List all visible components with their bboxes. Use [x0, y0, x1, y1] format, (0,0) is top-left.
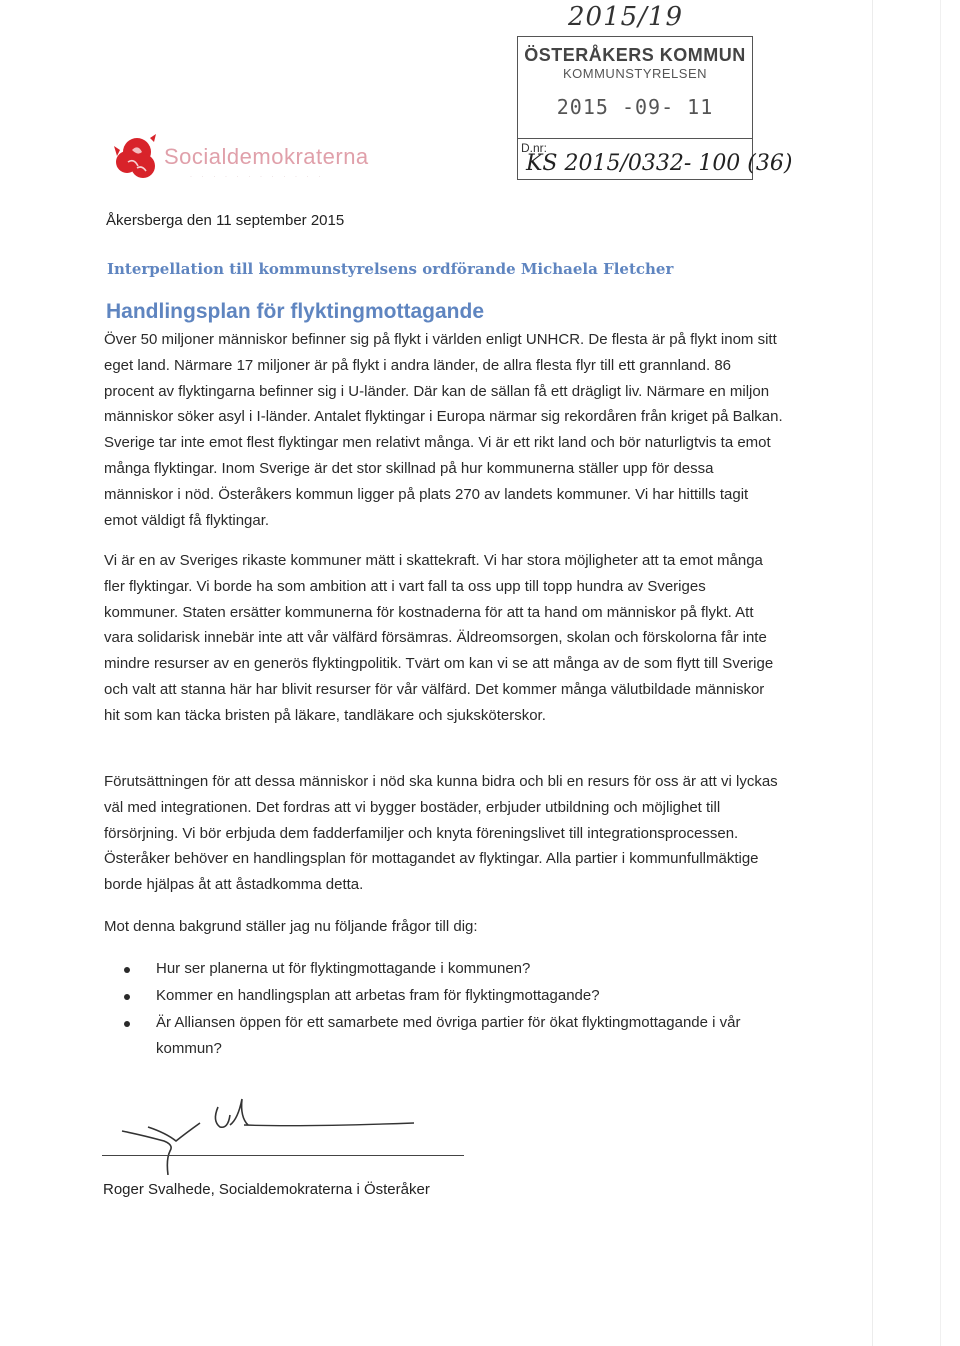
page-edge-line: [872, 0, 873, 1346]
document-heading: Handlingsplan för flyktingmottagande: [106, 300, 485, 323]
paragraph: Vi är en av Sveriges rikaste kommuner mätt i skattekraft. Vi har stora möjligheter att ta emot många fler flyktingar. Vi borde ha som ambition att i vart fall ta oss upp till topp hundra av Sveriges kommuner. Staten ersätter kommunerna för kostnaderna för att ta hand om människor på flykt. Att vara solidarisk innebär inte att vår välfärd försämras. Äldreomsorgen, skolan och förskolorna får inte mindre resurser av en generös flyktingpolitik. Tvärt om kan vi se att många av de som flytt till Sverige och valt att stanna här har blivit resurser för vår välfärd. Det kommer många välutbildade människor hit som kan täcka bristen på läkare, tandläkare och sjuksköterskor.: [104, 552, 774, 724]
list-item: Hur ser planerna ut för flyktingmottagande i kommunen?: [124, 956, 784, 982]
handwritten-registry-number: 2015/19: [568, 2, 684, 32]
list-item: Är Alliansen öppen för ett samarbete med övriga partier för ökat flyktingmottagande i vår kommun?: [124, 1010, 784, 1062]
paragraph: Förutsättningen för att dessa människor i nöd ska kunna bidra och bli en resurs för oss är att vi lyckas väl med integrationen. Det fordras att vi bygger bostäder, erbjuder utbildning och möjlighet till försörjning. Vi bör erbjuda dem fadderfamiljer och knyta föreningslivet till integrationsprocessen. Österåker behöver en handlingsplan för mottagandet av flyktingar. Alla partier i kommunfullmäktige borde hjälpas åt att åstadkomma detta.: [104, 773, 778, 894]
list-item: Kommer en handlingsplan att arbetas fram för flyktingmottagande?: [124, 983, 784, 1009]
stamp-dnr-label: D.nr:: [521, 141, 548, 155]
paragraph: Över 50 miljoner människor befinner sig på flykt i världen enligt UNHCR. De flesta är på flykt inom sitt eget land. Närmare 17 miljoner är på flykt i andra länder, de allra flesta flyr till ett grannland. 86 procent av flyktingarna befinner sig i U-länder. Där kan de sällan få ett drägligt liv. Närmare en miljon människor söker asyl i I-länder. Antalet flyktingar i Europa närmar sig rekordåren från kriget på Balkan. Sverige tar inte emot flest flyktingar men relativt många. Vi är ett rikt land och bör naturligtvis ta emot många flyktingar. Inom Sverige är det stor skillnad på hur kommunerna ställer upp för dessa människor i nöd. Österåkers kommun ligger på plats 270 av landets kommuner. Vi har hittills tagit emot väldigt få flyktingar.: [104, 331, 783, 529]
stamp-municipality: ÖSTERÅKERS KOMMUN: [524, 45, 746, 65]
page-edge-line: [940, 0, 941, 1346]
stamp-dnr-value: KS 2015/0332- 100 (36): [526, 151, 793, 176]
interpellation-title: Interpellation till kommunstyrelsens ordförande Michaela Fletcher: [107, 260, 674, 278]
logo-tagline-decoration: · · · · · · · · · · · ·: [190, 174, 325, 180]
stamp-board: KOMMUNSTYRELSEN: [562, 66, 708, 81]
stamp-divider: [518, 138, 752, 139]
question-list: [124, 956, 784, 1063]
logo-wordmark: Socialdemokraterna: [164, 144, 369, 169]
letter-date: Åkersberga den 11 september 2015: [106, 212, 345, 229]
stamp-date: 2015 -09- 11: [556, 95, 714, 119]
party-logo: [110, 132, 400, 192]
signer-name: Roger Svalhede, Socialdemokraterna i Österåker: [103, 1181, 430, 1198]
signature-line: [102, 1155, 464, 1156]
registration-stamp: [517, 36, 793, 180]
paragraph: Mot denna bakgrund ställer jag nu följande frågor till dig:: [104, 918, 478, 935]
handwritten-signature: [118, 1095, 418, 1175]
red-rose-icon: [110, 132, 160, 186]
